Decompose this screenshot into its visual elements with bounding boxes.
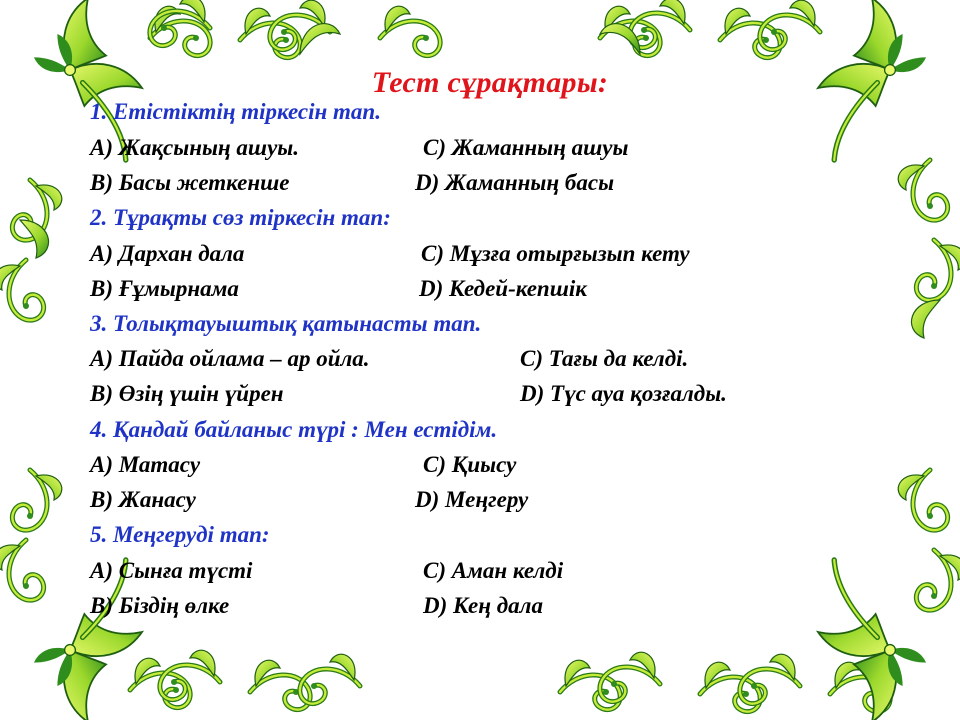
bottom-border-ornament <box>130 650 890 711</box>
right-border-ornament <box>898 160 960 610</box>
option-c: С) Аман келді <box>423 558 564 583</box>
option-a: А) Дархан дала <box>90 241 245 266</box>
option-d: D) Меңгеру <box>415 487 529 512</box>
left-border-ornament <box>0 180 62 600</box>
option-b: В) Жанасу <box>90 487 196 512</box>
corner-ornament-bottom-right <box>818 560 926 720</box>
option-d: D) Түс ауа қозғалды. <box>520 381 727 406</box>
option-a: А) Сынға түсті <box>90 558 253 583</box>
question-5: 5. Меңгеруді тап: <box>90 522 270 547</box>
question-2: 2. Тұрақты сөз тіркесін тап: <box>90 205 391 230</box>
option-b: В) Басы жеткенше <box>90 170 290 195</box>
question-1: 1. Етістіктің тіркесін тап. <box>90 99 381 124</box>
option-d: D) Кедей-кепшік <box>419 276 587 301</box>
option-c: С) Мұзға отырғызып кету <box>421 241 690 266</box>
option-c: С) Қиысу <box>423 452 517 477</box>
option-c: С) Тағы да келді. <box>520 346 689 371</box>
page-title: Тест сұрақтары: <box>371 66 609 99</box>
option-d: D) Жаманның басы <box>415 170 615 195</box>
option-a: А) Матасу <box>90 452 201 477</box>
option-b: В) Ғұмырнама <box>90 276 239 301</box>
option-b: В) Өзің үшін үйрен <box>90 381 284 406</box>
question-3: 3. Толықтауыштық қатынасты тап. <box>90 311 482 336</box>
top-border-ornament <box>150 0 820 58</box>
question-4: 4. Қандай байланыс түрі : Мен естідім. <box>90 417 498 442</box>
option-c: С) Жаманның ашуы <box>423 135 629 160</box>
option-d: D) Кең дала <box>423 593 543 618</box>
option-a: А) Пайда ойлама – ар ойла. <box>90 346 370 371</box>
option-a: А) Жақсының ашуы. <box>90 135 300 160</box>
option-b: В) Біздің өлке <box>90 593 230 618</box>
